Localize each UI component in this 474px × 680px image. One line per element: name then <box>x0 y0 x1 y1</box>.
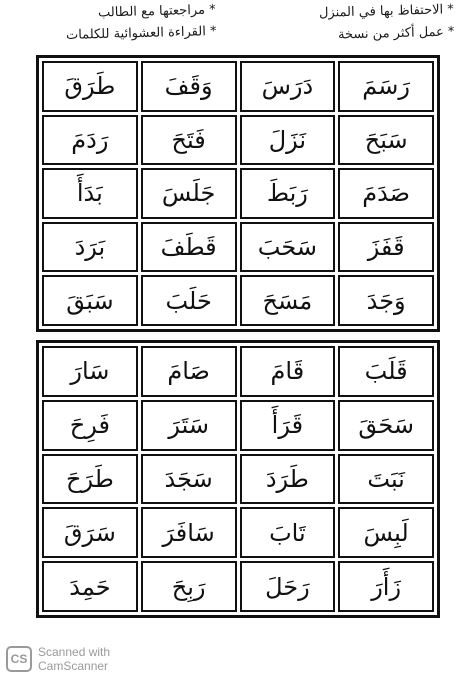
word-cell: رَبَطَ <box>240 168 336 219</box>
word-grid-2 <box>36 340 440 618</box>
word-cell: بَدَأَ <box>42 168 138 219</box>
table-row <box>42 400 434 451</box>
word-cell: وَجَدَ <box>338 275 434 326</box>
word-cell: نَزَلَ <box>240 115 336 166</box>
note-review-with-student: * مراجعتها مع الطالب <box>98 2 217 21</box>
word-cell: قَفَزَ <box>338 222 434 273</box>
word-cell: لَبِسَ <box>338 507 434 558</box>
table-row <box>42 346 434 397</box>
table-row <box>42 222 434 273</box>
word-cell: سَرَقَ <box>42 507 138 558</box>
word-cell: رَسَمَ <box>338 61 434 112</box>
watermark-text <box>38 645 110 673</box>
table-row <box>42 275 434 326</box>
word-cell: رَبِحَ <box>141 561 237 612</box>
word-cell: طَرَقَ <box>42 61 138 112</box>
word-cell: حَلَبَ <box>141 275 237 326</box>
note-keep-at-home: * الاحتفاظ بها في المنزل <box>318 2 455 21</box>
word-cell: طَرَدَ <box>240 454 336 505</box>
word-cell: مَسَحَ <box>240 275 336 326</box>
table-row <box>42 61 434 112</box>
word-cell: قَطَفَ <box>141 222 237 273</box>
note-make-copies: * عمل أكثر من نسخة <box>337 24 455 43</box>
table-row <box>42 168 434 219</box>
word-cell: طَرَحَ <box>42 454 138 505</box>
word-cell: سَجَدَ <box>141 454 237 505</box>
word-grid-1 <box>36 55 440 332</box>
word-cell: دَرَسَ <box>240 61 336 112</box>
word-cell: سَحَقَ <box>338 400 434 451</box>
word-cell: رَحَلَ <box>240 561 336 612</box>
word-cell: صَدَمَ <box>338 168 434 219</box>
camscanner-watermark <box>6 642 110 676</box>
word-cell: قَرَأَ <box>240 400 336 451</box>
word-cell: نَبَتَ <box>338 454 434 505</box>
word-cell: سَبَحَ <box>338 115 434 166</box>
word-cell: قَامَ <box>240 346 336 397</box>
note-random-reading: * القراءة العشوائية للكلمات <box>65 24 217 43</box>
word-cell: سَحَبَ <box>240 222 336 273</box>
word-cell: بَرَدَ <box>42 222 138 273</box>
word-cell: حَمِدَ <box>42 561 138 612</box>
watermark-line-2: CamScanner <box>38 659 109 673</box>
word-cell: فَرِحَ <box>42 400 138 451</box>
word-cell: زَأَرَ <box>338 561 434 612</box>
handwritten-notes <box>0 0 474 50</box>
table-row <box>42 561 434 612</box>
camscanner-logo-icon: CS <box>6 646 32 672</box>
table-row <box>42 507 434 558</box>
word-cell: تَابَ <box>240 507 336 558</box>
word-cell: صَامَ <box>141 346 237 397</box>
word-cell: قَلَبَ <box>338 346 434 397</box>
word-cell: جَلَسَ <box>141 168 237 219</box>
table-row <box>42 454 434 505</box>
word-cell: رَدَمَ <box>42 115 138 166</box>
table-row <box>42 115 434 166</box>
word-cell: سَبَقَ <box>42 275 138 326</box>
word-cell: سَارَ <box>42 346 138 397</box>
word-cell: وَقَفَ <box>141 61 237 112</box>
word-cell: سَتَرَ <box>141 400 237 451</box>
word-cell: فَتَحَ <box>141 115 237 166</box>
watermark-line-1: Scanned with <box>38 645 111 659</box>
word-cell: سَافَرَ <box>141 507 237 558</box>
